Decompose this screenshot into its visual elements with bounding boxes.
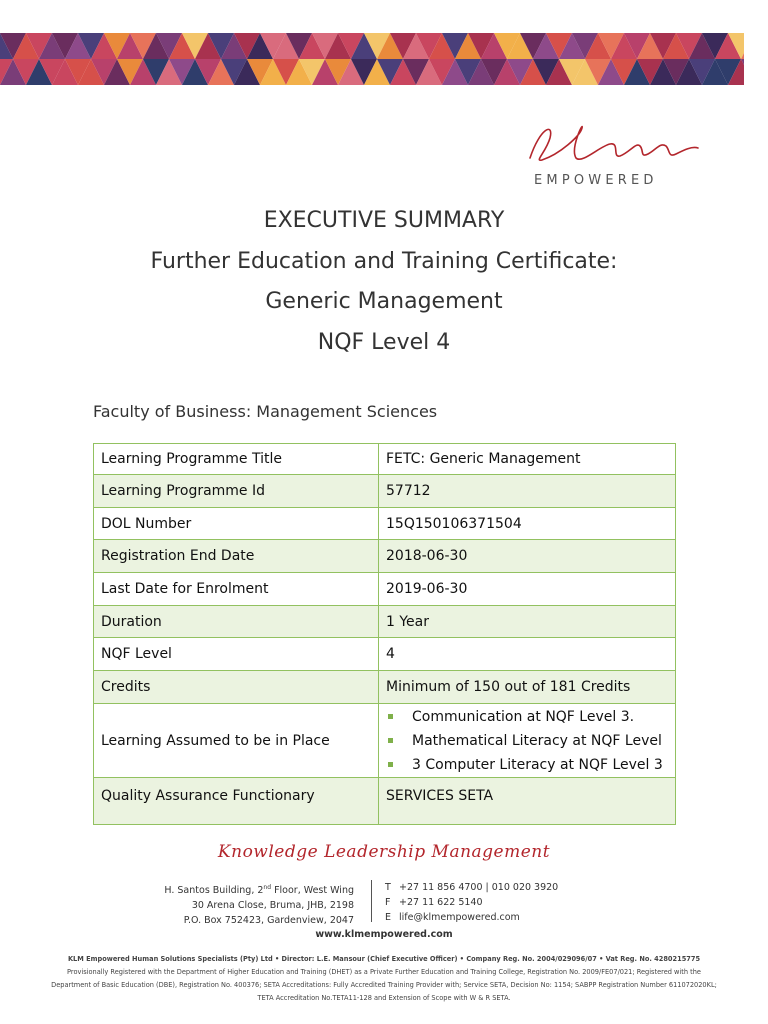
legal-line4: TETA Accreditation No.TETA11-128 and Extension of Scope with W & R SETA.	[257, 994, 511, 1002]
row-label: Learning Assumed to be in Place	[94, 704, 379, 778]
address-line1	[140, 880, 354, 898]
legal-line1-text: KLM Empowered Human Solutions Specialists (Pty) Ltd • Director: L.E. Mansour (Chief Executive Officer) • Company Reg. No. 2004/029096/07 • Vat Reg. No. 4280215775	[67, 955, 701, 963]
faculty-heading: Faculty of Business: Management Sciences	[93, 402, 438, 421]
phone-key: T	[385, 882, 391, 893]
doc-title-line3: Generic Management	[265, 289, 503, 314]
prerequisite-list	[386, 705, 668, 777]
table-row	[94, 704, 676, 778]
row-value-list	[379, 704, 676, 778]
address-line3: P.O. Box 752423, Gardenview, 2047	[183, 915, 354, 927]
row-value: 2018-06-30	[379, 540, 676, 573]
row-value: Minimum of 150 out of 181 Credits	[379, 671, 676, 704]
legal-line2: Provisionally Registered with the Department of Higher Education and Training (DHET) as a Private Further Education and Training College, Registration No. 2009/FE07/021; Registered with the	[67, 968, 701, 976]
legal-line3: Department of Basic Education (DBE), Registration No. 400376; SETA Accreditations: Fully Accredited Training Provider with; Service SETA, Decision No: 1154; SABPP Registration Number 611072020KL;	[51, 981, 717, 989]
doc-title-line1: EXECUTIVE SUMMARY	[263, 208, 505, 233]
footer-website[interactable]: www.klmempowered.com	[315, 929, 453, 940]
footer-address	[140, 880, 354, 928]
list-item	[386, 729, 668, 753]
list-item-text: Mathematical Literacy at NQF Level	[412, 732, 662, 749]
list-item-text: 3 Computer Literacy at NQF Level 3	[412, 756, 663, 773]
row-value: FETC: Generic Management	[379, 444, 676, 475]
row-label: Learning Programme Id	[94, 475, 379, 508]
row-value: 15Q150106371504	[379, 508, 676, 540]
contact-phone	[385, 880, 558, 895]
table-row	[94, 638, 676, 671]
row-label: DOL Number	[94, 508, 379, 540]
row-label: Learning Programme Title	[94, 444, 379, 475]
fax-key: F	[385, 897, 391, 908]
row-value: 4	[379, 638, 676, 671]
bullet-icon	[388, 738, 393, 743]
row-label: Last Date for Enrolment	[94, 573, 379, 606]
table-row	[94, 778, 676, 825]
legal-line1	[40, 953, 728, 966]
table-row	[94, 508, 676, 540]
list-item	[386, 705, 668, 729]
header-banner	[0, 33, 744, 85]
table-row	[94, 573, 676, 606]
row-label: Duration	[94, 606, 379, 638]
phone-value: +27 11 856 4700 | 010 020 3920	[399, 882, 559, 893]
bullet-icon	[388, 762, 393, 767]
banner-pattern	[0, 33, 744, 85]
row-label: Registration End Date	[94, 540, 379, 573]
bullet-icon	[388, 714, 393, 719]
doc-title-line2: Further Education and Training Certificate:	[150, 249, 618, 274]
table-row	[94, 444, 676, 475]
table-row	[94, 606, 676, 638]
row-label: Credits	[94, 671, 379, 704]
contact-fax	[385, 895, 558, 910]
logo-swash	[520, 118, 700, 170]
klm-logo	[520, 118, 700, 190]
doc-title-line4: NQF Level 4	[317, 330, 451, 355]
footer-tagline: Knowledge Leadership Management	[217, 842, 551, 862]
email-value[interactable]: life@klmempowered.com	[399, 912, 520, 923]
table-row	[94, 671, 676, 704]
table-row	[94, 540, 676, 573]
footer-contact	[385, 880, 558, 925]
list-item-text: Communication at NQF Level 3.	[412, 708, 635, 725]
list-item	[386, 753, 668, 777]
address-line1-post: Floor, West Wing	[271, 885, 354, 897]
logo-subtitle: EMPOWERED	[534, 173, 658, 188]
email-key: E	[385, 912, 392, 923]
address-line1-pre: H. Santos Building, 2	[164, 885, 264, 897]
fax-value: +27 11 622 5140	[399, 897, 483, 908]
row-value: 57712	[379, 475, 676, 508]
footer-legal	[40, 953, 728, 1005]
row-value: 2019-06-30	[379, 573, 676, 606]
table-row	[94, 475, 676, 508]
row-label: Quality Assurance Functionary	[94, 778, 379, 825]
row-value: SERVICES SETA	[379, 778, 676, 825]
footer-divider	[371, 880, 372, 922]
row-label: NQF Level	[94, 638, 379, 671]
contact-email	[385, 910, 558, 925]
row-value: 1 Year	[379, 606, 676, 638]
address-line2: 30 Arena Close, Bruma, JHB, 2198	[191, 900, 354, 912]
address-line1-sup: nd	[263, 884, 272, 891]
programme-info-table	[93, 443, 676, 825]
